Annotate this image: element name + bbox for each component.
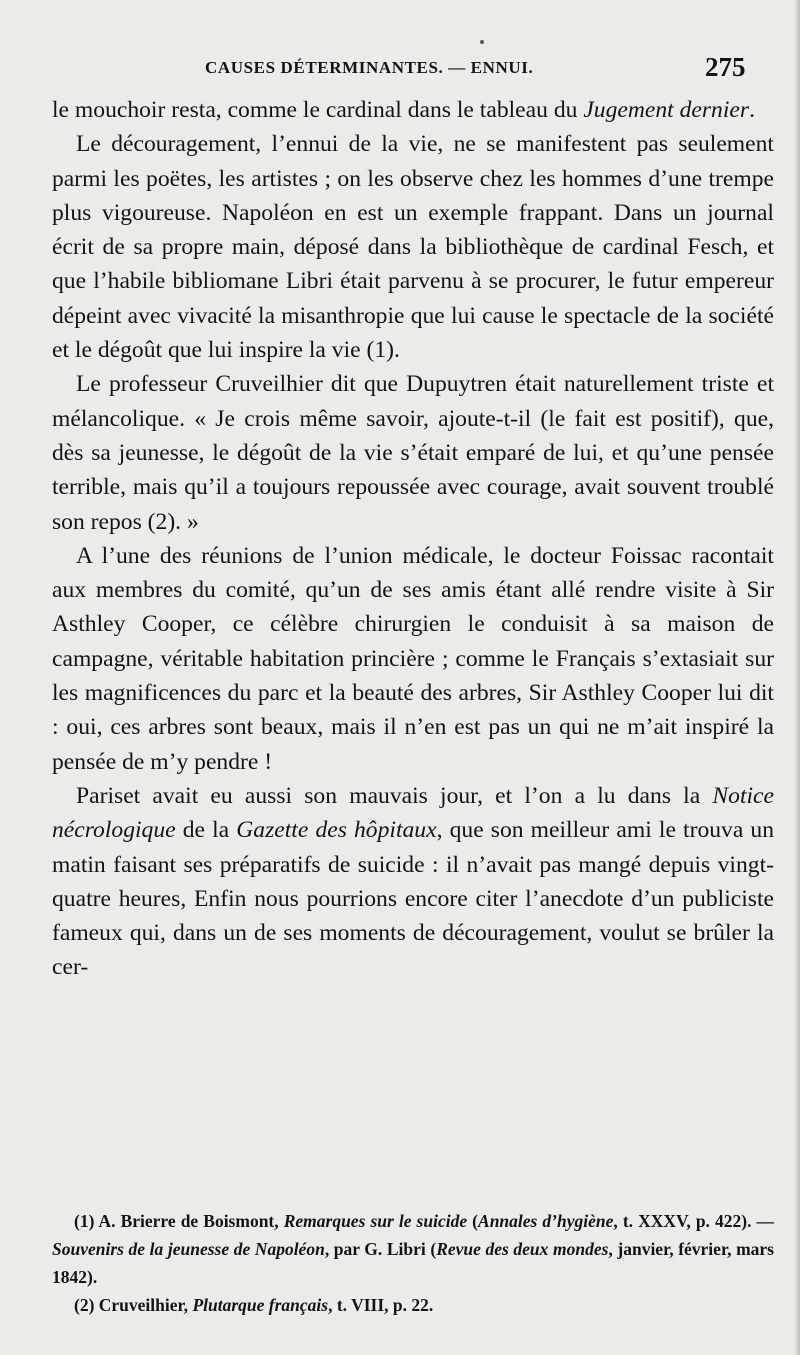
footnotes xyxy=(52,1207,774,1319)
footnote-1 xyxy=(52,1207,774,1291)
text-run: Le professeur Cruveilhier dit que Dupuytren était naturellement triste et mélancolique. « Je crois même savoir, ajoute-t-il (le fait est positif), que, dès sa jeunesse, le dégoût de la vie s’était emparé de lui, et qu’une pensée terrible, mais qu’il a toujours repoussée avec courage, avait souvent troublé son repos (2). » xyxy=(52,371,774,535)
text-run: , que son meilleur ami le trouva un matin faisant ses préparatifs de suicide : il n’avait pas mangé depuis vingt-quatre heures, Enfin nous pourrions encore citer l’anecdote d’un publiciste fameux qui, dans un de ses moments de découragement, voulut se brûler la cer- xyxy=(52,817,775,981)
paragraph-3 xyxy=(52,367,774,538)
italic-text: Remarques sur le suicide xyxy=(283,1211,468,1231)
paragraph-2 xyxy=(52,127,774,367)
italic-text: Revue des deux mondes xyxy=(436,1239,609,1259)
running-head: CAUSES DÉTERMINANTES. — ENNUI. xyxy=(205,58,534,77)
paragraph-4 xyxy=(52,539,774,779)
text-run: de la xyxy=(175,817,237,844)
text-run: , par G. Libri ( xyxy=(324,1239,437,1259)
text-run: . xyxy=(749,97,755,123)
italic-text: Jugement dernier xyxy=(583,97,750,123)
page-header xyxy=(0,52,800,88)
italic-text: Souvenirs de la jeunesse de Napoléon xyxy=(52,1239,325,1259)
text-run: , janvier, février, mars 1842). xyxy=(52,1239,774,1287)
text-run: ( xyxy=(467,1211,479,1231)
text-run: A l’une des réunions de l’union médicale, le docteur Foissac racontait aux membres du comité, qu’un de ses amis étant allé rendre visite à Sir Asthley Cooper, ce célèbre chirurgien le conduisit à sa maison de campagne, véritable habitation princière ; comme le Français s’extasiait sur les magnificences du parc et la beauté des arbres, Sir Asthley Cooper lui dit : oui, ces arbres sont beaux, mais il n’en est pas un qui ne m’ait inspiré la pensée de m’y pendre ! xyxy=(52,542,774,775)
footnote-2 xyxy=(52,1291,774,1319)
text-run: (1) A. Brierre de Boismont, xyxy=(74,1211,284,1231)
ink-speck xyxy=(480,40,484,44)
italic-text: Annales d’hygiène xyxy=(478,1211,614,1231)
paragraph-5 xyxy=(52,779,774,985)
text-run: (2) Cruveilhier, xyxy=(74,1295,193,1315)
text-run: Le découragement, l’ennui de la vie, ne se manifestent pas seulement parmi les poëtes, les artistes ; on les observe chez les hommes d’une trempe plus vigoureuse. Napoléon en est un exemple frappant. Dans un journal écrit de sa propre main, déposé dans la bibliothèque de cardinal Fesch, et que l’habile bibliomane Libri était parvenu à se procurer, le futur empereur dépeint avec vivacité la misanthropie que lui cause le spectacle de la société et le dégoût que lui inspire la vie (1). xyxy=(52,131,774,364)
page-edge-shadow xyxy=(794,0,800,1355)
italic-text: Gazette des hôpitaux xyxy=(236,817,437,844)
paragraph-1 xyxy=(52,93,774,127)
text-run: le mouchoir resta, comme le cardinal dans le tableau du xyxy=(52,97,584,123)
text-run: , t. VIII, p. 22. xyxy=(328,1295,434,1315)
text-run: , t. XXXV, p. 422). — xyxy=(613,1211,775,1231)
body-text xyxy=(52,93,774,985)
text-run: Pariset avait eu aussi son mauvais jour, et l’on a lu dans la xyxy=(76,782,713,809)
italic-text: Notice nécrologique xyxy=(52,782,774,844)
page-number: 275 xyxy=(705,52,746,82)
italic-text: Plutarque français xyxy=(192,1295,329,1315)
